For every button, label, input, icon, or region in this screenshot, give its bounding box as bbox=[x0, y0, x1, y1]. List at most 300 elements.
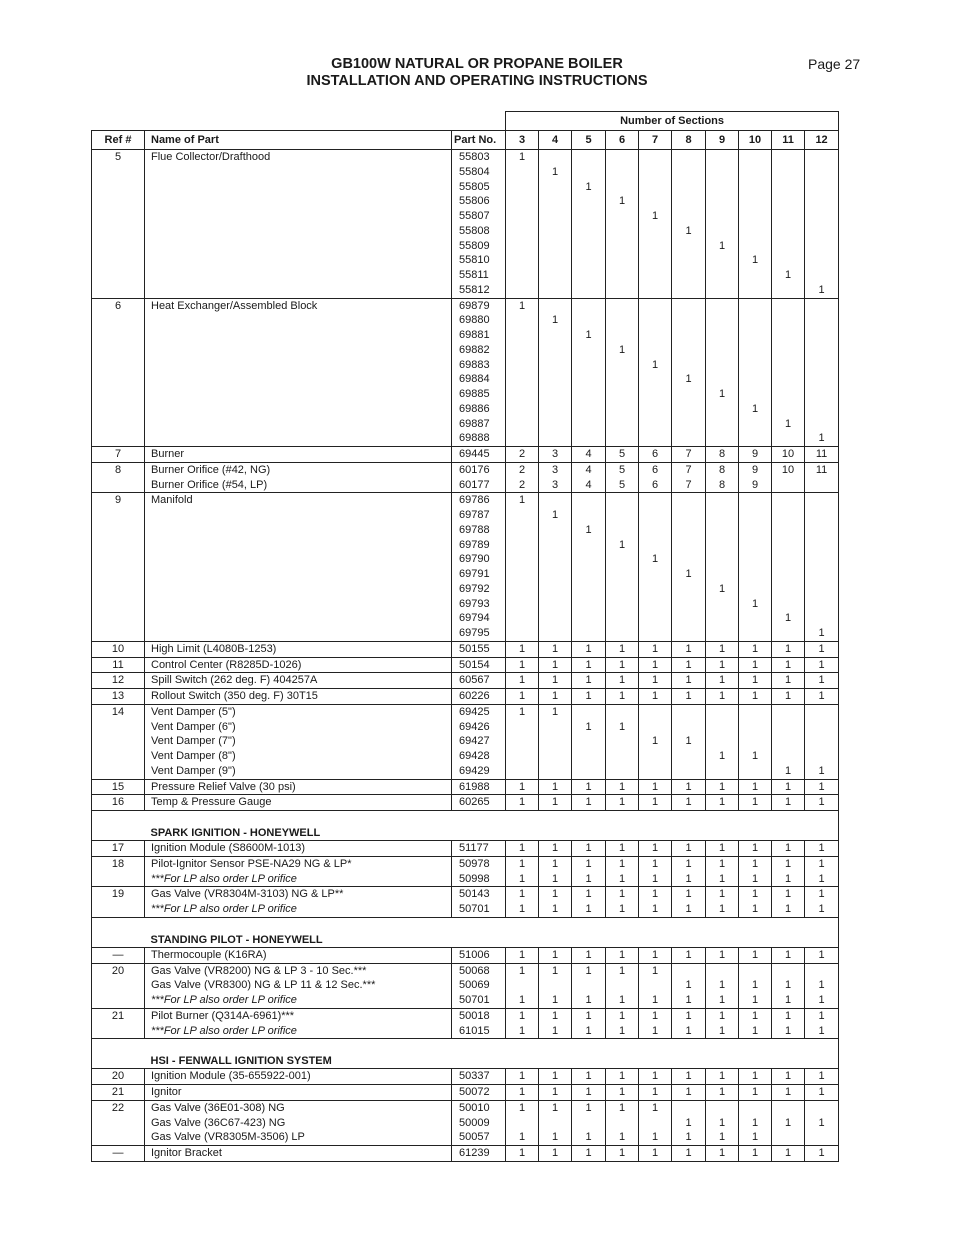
quantity: 1 bbox=[685, 1116, 692, 1129]
quantity: 1 bbox=[585, 523, 592, 536]
ref-number: — bbox=[112, 1147, 124, 1159]
quantity: 6 bbox=[651, 478, 659, 491]
part-number: 69881 bbox=[459, 329, 490, 341]
quantity bbox=[672, 705, 705, 720]
ref-number: 19 bbox=[111, 888, 125, 901]
quantity: 1 bbox=[818, 872, 825, 885]
quantity-cell bbox=[805, 1146, 839, 1162]
quantity bbox=[572, 313, 605, 328]
quantity: 1 bbox=[551, 842, 559, 854]
ref-cell bbox=[92, 795, 145, 811]
quantity: 1 bbox=[718, 796, 726, 809]
quantity-cell bbox=[506, 689, 539, 705]
quantity bbox=[639, 523, 671, 538]
quantity bbox=[805, 372, 838, 387]
quantity bbox=[672, 150, 705, 165]
part-number: 60226 bbox=[459, 690, 490, 702]
quantity-cell bbox=[772, 447, 805, 463]
table-row bbox=[92, 1008, 839, 1039]
quantity: 3 bbox=[551, 448, 559, 460]
quantity bbox=[672, 508, 705, 523]
quantity-cell bbox=[539, 1008, 572, 1039]
table-row bbox=[92, 1069, 839, 1085]
quantity: 1 bbox=[784, 1086, 792, 1098]
part-name-cell bbox=[145, 1100, 452, 1145]
part-name: Pilot-Ignitor Sensor PSE-NA29 NG & LP* bbox=[151, 857, 352, 870]
quantity: 1 bbox=[618, 1147, 626, 1159]
quantity-cell bbox=[606, 493, 639, 642]
part-number: 50337 bbox=[459, 1070, 490, 1083]
parts-table bbox=[91, 111, 839, 1162]
part-name: Pilot Burner (Q314A-6961)*** bbox=[151, 1009, 295, 1022]
quantity: 1 bbox=[818, 1024, 825, 1037]
part-name: Temp & Pressure Gauge bbox=[151, 796, 272, 809]
quantity-cell bbox=[772, 1146, 805, 1162]
ref-number: 15 bbox=[111, 780, 125, 793]
quantity: 1 bbox=[818, 857, 825, 870]
quantity-cell bbox=[805, 447, 839, 463]
quantity: 1 bbox=[518, 994, 526, 1006]
quantity bbox=[606, 523, 638, 538]
quantity: 2 bbox=[518, 448, 526, 460]
quantity bbox=[739, 299, 771, 314]
part-number: 60176 bbox=[459, 463, 490, 476]
part-number: 50978 bbox=[459, 857, 490, 870]
quantity: 1 bbox=[618, 903, 626, 915]
quantity: 1 bbox=[651, 1131, 659, 1144]
quantity-cell bbox=[539, 947, 572, 963]
quantity bbox=[572, 978, 605, 993]
part-number: 60567 bbox=[459, 674, 490, 687]
quantity-cell bbox=[539, 462, 572, 493]
quantity: 1 bbox=[751, 842, 759, 854]
quantity bbox=[805, 402, 838, 417]
quantity bbox=[572, 150, 605, 165]
quantity-cell bbox=[606, 779, 639, 795]
ref-number: 6 bbox=[114, 299, 122, 312]
col-section: 10 bbox=[739, 131, 772, 150]
quantity-cell bbox=[606, 462, 639, 493]
quantity: 1 bbox=[751, 796, 759, 809]
quantity: 1 bbox=[585, 1009, 592, 1022]
quantity bbox=[805, 597, 838, 612]
quantity bbox=[739, 493, 771, 508]
quantity: 1 bbox=[651, 796, 659, 809]
quantity-cell bbox=[539, 1146, 572, 1162]
quantity bbox=[706, 209, 738, 224]
quantity: 1 bbox=[518, 151, 526, 163]
quantity: 1 bbox=[651, 1070, 659, 1083]
quantity: 9 bbox=[751, 463, 759, 476]
quantity bbox=[772, 508, 804, 523]
quantity-cell bbox=[539, 704, 572, 779]
quantity: 1 bbox=[651, 842, 659, 854]
quantity: 1 bbox=[651, 888, 659, 901]
section-row bbox=[92, 811, 839, 841]
quantity bbox=[739, 705, 771, 720]
section-row bbox=[92, 1039, 839, 1069]
quantity: 1 bbox=[818, 903, 825, 915]
quantity: 1 bbox=[751, 674, 759, 687]
quantity bbox=[805, 734, 838, 749]
quantity-cell bbox=[672, 657, 706, 673]
ref-cell bbox=[92, 641, 145, 657]
quantity: 7 bbox=[685, 448, 692, 460]
table-row bbox=[92, 963, 839, 1008]
quantity: 1 bbox=[751, 690, 759, 702]
quantity-cell bbox=[606, 947, 639, 963]
quantity: 1 bbox=[751, 857, 759, 870]
quantity bbox=[506, 978, 538, 993]
quantity-cell bbox=[639, 795, 672, 811]
quantity: 1 bbox=[685, 735, 692, 748]
quantity-cell bbox=[639, 1100, 672, 1145]
quantity bbox=[706, 567, 738, 582]
quantity: 1 bbox=[551, 1101, 559, 1114]
quantity: 1 bbox=[718, 674, 726, 687]
quantity bbox=[606, 328, 638, 343]
quantity-cell bbox=[672, 947, 706, 963]
quantity-cell bbox=[706, 795, 739, 811]
quantity: 1 bbox=[718, 582, 726, 595]
quantity bbox=[639, 328, 671, 343]
quantity bbox=[805, 194, 838, 209]
part-name: Vent Damper (9") bbox=[151, 764, 236, 777]
quantity bbox=[639, 194, 671, 209]
quantity: 1 bbox=[551, 948, 559, 961]
part-number: 55806 bbox=[459, 195, 490, 208]
quantity-cell bbox=[639, 1085, 672, 1101]
quantity: 1 bbox=[585, 690, 592, 702]
quantity: 1 bbox=[751, 1116, 759, 1129]
quantity bbox=[772, 239, 804, 254]
quantity-cell bbox=[672, 1100, 706, 1145]
quantity-cell bbox=[572, 1008, 606, 1039]
quantity: 1 bbox=[818, 283, 825, 296]
quantity bbox=[639, 508, 671, 523]
quantity bbox=[772, 194, 804, 209]
quantity bbox=[639, 165, 671, 180]
part-number: 69886 bbox=[459, 402, 490, 415]
quantity bbox=[772, 1101, 804, 1116]
quantity-cell bbox=[739, 657, 772, 673]
quantity: 1 bbox=[718, 1147, 726, 1159]
quantity-cell bbox=[606, 1146, 639, 1162]
quantity-cell bbox=[805, 298, 839, 447]
quantity-cell bbox=[506, 779, 539, 795]
quantity bbox=[706, 523, 738, 538]
quantity-cell bbox=[506, 947, 539, 963]
quantity-cell bbox=[672, 462, 706, 493]
title-line-2: INSTALLATION AND OPERATING INSTRUCTIONS bbox=[306, 73, 648, 89]
quantity: 1 bbox=[784, 979, 792, 992]
part-name-cell bbox=[145, 493, 452, 642]
quantity-cell bbox=[739, 1100, 772, 1145]
quantity bbox=[772, 343, 804, 358]
quantity: 1 bbox=[751, 872, 759, 885]
quantity: 1 bbox=[751, 658, 759, 671]
quantity bbox=[606, 1116, 638, 1131]
quantity: 1 bbox=[618, 948, 626, 961]
quantity-cell bbox=[506, 673, 539, 689]
quantity-cell bbox=[672, 841, 706, 857]
quantity bbox=[706, 552, 738, 567]
quantity bbox=[639, 978, 671, 993]
quantity: 1 bbox=[518, 1024, 526, 1037]
part-number: 55804 bbox=[459, 165, 490, 178]
quantity: 1 bbox=[685, 842, 692, 854]
quantity bbox=[739, 508, 771, 523]
quantity: 1 bbox=[651, 1101, 659, 1114]
quantity-cell bbox=[672, 1069, 706, 1085]
quantity-cell bbox=[639, 673, 672, 689]
quantity-cell bbox=[805, 1069, 839, 1085]
quantity-cell bbox=[539, 856, 572, 887]
quantity-cell bbox=[739, 150, 772, 299]
part-number: 61015 bbox=[459, 1024, 490, 1037]
quantity-cell bbox=[672, 856, 706, 887]
table-row bbox=[92, 704, 839, 779]
ref-number: 18 bbox=[111, 857, 125, 870]
quantity: 1 bbox=[818, 842, 825, 854]
quantity: 1 bbox=[784, 1024, 792, 1037]
quantity: 1 bbox=[784, 796, 792, 809]
quantity-cell bbox=[606, 298, 639, 447]
quantity bbox=[772, 705, 804, 720]
quantity-cell bbox=[772, 657, 805, 673]
quantity bbox=[706, 964, 738, 979]
quantity: 1 bbox=[585, 1101, 592, 1114]
quantity bbox=[706, 1101, 738, 1116]
quantity: 1 bbox=[818, 979, 825, 992]
quantity-cell bbox=[739, 1008, 772, 1039]
quantity bbox=[805, 387, 838, 402]
part-number-cell bbox=[452, 1085, 506, 1101]
quantity-cell bbox=[672, 779, 706, 795]
quantity-cell bbox=[772, 1085, 805, 1101]
part-number-cell bbox=[452, 704, 506, 779]
part-number: 60177 bbox=[459, 478, 490, 491]
part-number: 50701 bbox=[459, 994, 490, 1006]
quantity: 7 bbox=[685, 478, 692, 491]
quantity-cell bbox=[772, 462, 805, 493]
quantity-cell bbox=[706, 963, 739, 1008]
quantity: 1 bbox=[518, 964, 526, 977]
quantity: 10 bbox=[781, 448, 795, 460]
quantity bbox=[805, 209, 838, 224]
quantity-cell bbox=[805, 673, 839, 689]
quantity: 3 bbox=[551, 463, 559, 476]
quantity: 1 bbox=[585, 994, 592, 1006]
quantity: 1 bbox=[651, 948, 659, 961]
part-number: 69882 bbox=[459, 343, 490, 356]
quantity bbox=[739, 328, 771, 343]
col-section: 12 bbox=[805, 131, 839, 150]
quantity bbox=[739, 180, 771, 195]
quantity: 1 bbox=[751, 254, 759, 267]
quantity-cell bbox=[539, 1069, 572, 1085]
quantity: 1 bbox=[685, 1024, 692, 1037]
quantity: 1 bbox=[551, 509, 559, 521]
quantity-cell bbox=[539, 1100, 572, 1145]
part-number: 69793 bbox=[459, 597, 490, 610]
quantity-cell bbox=[506, 150, 539, 299]
quantity bbox=[805, 343, 838, 358]
quantity: 1 bbox=[685, 979, 692, 992]
quantity: 1 bbox=[551, 165, 559, 178]
part-number: 69884 bbox=[459, 373, 490, 386]
part-number: 69445 bbox=[459, 448, 490, 460]
quantity: 1 bbox=[518, 705, 526, 718]
part-number: 61988 bbox=[459, 780, 490, 793]
quantity bbox=[805, 299, 838, 314]
parts-table-body bbox=[92, 150, 839, 1162]
quantity: 1 bbox=[784, 764, 792, 777]
part-name: Spill Switch (262 deg. F) 404257A bbox=[151, 674, 318, 687]
part-number: 69427 bbox=[459, 735, 490, 748]
part-number-cell bbox=[452, 963, 506, 1008]
part-number-cell bbox=[452, 673, 506, 689]
quantity bbox=[606, 705, 638, 720]
quantity-cell bbox=[539, 779, 572, 795]
part-name-cell bbox=[145, 673, 452, 689]
quantity: 1 bbox=[685, 1070, 692, 1083]
quantity bbox=[772, 150, 804, 165]
part-number: 69429 bbox=[459, 764, 490, 777]
quantity: 1 bbox=[618, 1009, 626, 1022]
quantity bbox=[739, 964, 771, 979]
part-number: 55812 bbox=[459, 283, 490, 296]
quantity bbox=[706, 508, 738, 523]
part-name: Vent Damper (5") bbox=[151, 705, 236, 718]
quantity: 1 bbox=[651, 780, 659, 793]
part-number-cell bbox=[452, 689, 506, 705]
quantity: 1 bbox=[518, 796, 526, 809]
quantity bbox=[639, 343, 671, 358]
quantity bbox=[739, 358, 771, 373]
quantity bbox=[572, 1116, 605, 1131]
quantity: 1 bbox=[685, 373, 692, 386]
quantity: 1 bbox=[718, 948, 726, 961]
quantity: 1 bbox=[718, 1070, 726, 1083]
quantity-cell bbox=[672, 1085, 706, 1101]
quantity: 1 bbox=[618, 964, 626, 977]
part-number: 60265 bbox=[459, 796, 490, 809]
ref-number: 22 bbox=[111, 1101, 125, 1114]
quantity: 1 bbox=[685, 994, 692, 1006]
quantity-cell bbox=[572, 856, 606, 887]
quantity bbox=[739, 165, 771, 180]
part-name-cell bbox=[145, 462, 452, 493]
part-name: Thermocouple (K16RA) bbox=[151, 948, 267, 961]
table-row bbox=[92, 1100, 839, 1145]
quantity bbox=[706, 224, 738, 239]
quantity: 1 bbox=[818, 432, 825, 445]
quantity: 1 bbox=[518, 1131, 526, 1144]
quantity bbox=[639, 538, 671, 553]
quantity bbox=[606, 299, 638, 314]
quantity bbox=[706, 328, 738, 343]
part-number-cell bbox=[452, 462, 506, 493]
quantity: 1 bbox=[751, 402, 759, 415]
quantity: 1 bbox=[551, 1009, 559, 1022]
quantity-cell bbox=[639, 1069, 672, 1085]
quantity bbox=[772, 165, 804, 180]
quantity: 1 bbox=[518, 857, 526, 870]
table-row bbox=[92, 641, 839, 657]
table-row bbox=[92, 493, 839, 642]
quantity: 1 bbox=[551, 964, 559, 977]
quantity: 1 bbox=[518, 888, 526, 901]
quantity bbox=[772, 402, 804, 417]
quantity: 1 bbox=[651, 735, 659, 748]
quantity: 1 bbox=[585, 1147, 592, 1159]
part-number-cell bbox=[452, 947, 506, 963]
quantity bbox=[805, 358, 838, 373]
quantity: 1 bbox=[751, 1024, 759, 1037]
quantity: 1 bbox=[585, 1024, 592, 1037]
quantity: 1 bbox=[618, 994, 626, 1006]
quantity-cell bbox=[672, 673, 706, 689]
quantity-cell bbox=[706, 1085, 739, 1101]
section-title: STANDING PILOT - HONEYWELL bbox=[145, 917, 839, 947]
part-number: 69786 bbox=[459, 494, 490, 507]
part-name-cell bbox=[145, 689, 452, 705]
quantity-cell bbox=[772, 887, 805, 918]
quantity-cell bbox=[539, 447, 572, 463]
quantity bbox=[805, 567, 838, 582]
quantity-cell bbox=[572, 657, 606, 673]
quantity-cell bbox=[639, 704, 672, 779]
ref-number: — bbox=[112, 948, 124, 961]
quantity-cell bbox=[506, 856, 539, 887]
quantity: 1 bbox=[685, 642, 692, 655]
col-ref: Ref # bbox=[92, 131, 145, 150]
quantity-cell bbox=[606, 841, 639, 857]
table-row bbox=[92, 1146, 839, 1162]
quantity-cell bbox=[706, 1069, 739, 1085]
quantity-cell bbox=[506, 641, 539, 657]
quantity-cell bbox=[706, 841, 739, 857]
ref-number: 17 bbox=[111, 842, 125, 854]
quantity-cell bbox=[539, 641, 572, 657]
part-name-cell bbox=[145, 963, 452, 1008]
table-row bbox=[92, 795, 839, 811]
ref-cell bbox=[92, 150, 145, 299]
quantity-cell bbox=[606, 887, 639, 918]
table-row bbox=[92, 1085, 839, 1101]
quantity-cell bbox=[672, 447, 706, 463]
quantity bbox=[706, 734, 738, 749]
quantity: 1 bbox=[618, 842, 626, 854]
quantity-cell bbox=[606, 689, 639, 705]
ref-cell bbox=[92, 1008, 145, 1039]
quantity: 1 bbox=[784, 642, 792, 655]
quantity: 1 bbox=[718, 1131, 726, 1144]
part-number: 55810 bbox=[459, 254, 490, 267]
quantity-cell bbox=[606, 150, 639, 299]
quantity bbox=[672, 313, 705, 328]
quantity-cell bbox=[805, 963, 839, 1008]
quantity-cell bbox=[506, 447, 539, 463]
part-number-cell bbox=[452, 1008, 506, 1039]
quantity: 1 bbox=[585, 948, 592, 961]
quantity-cell bbox=[639, 150, 672, 299]
quantity bbox=[672, 538, 705, 553]
quantity: 1 bbox=[784, 888, 792, 901]
quantity: 1 bbox=[818, 1009, 825, 1022]
quantity bbox=[672, 343, 705, 358]
